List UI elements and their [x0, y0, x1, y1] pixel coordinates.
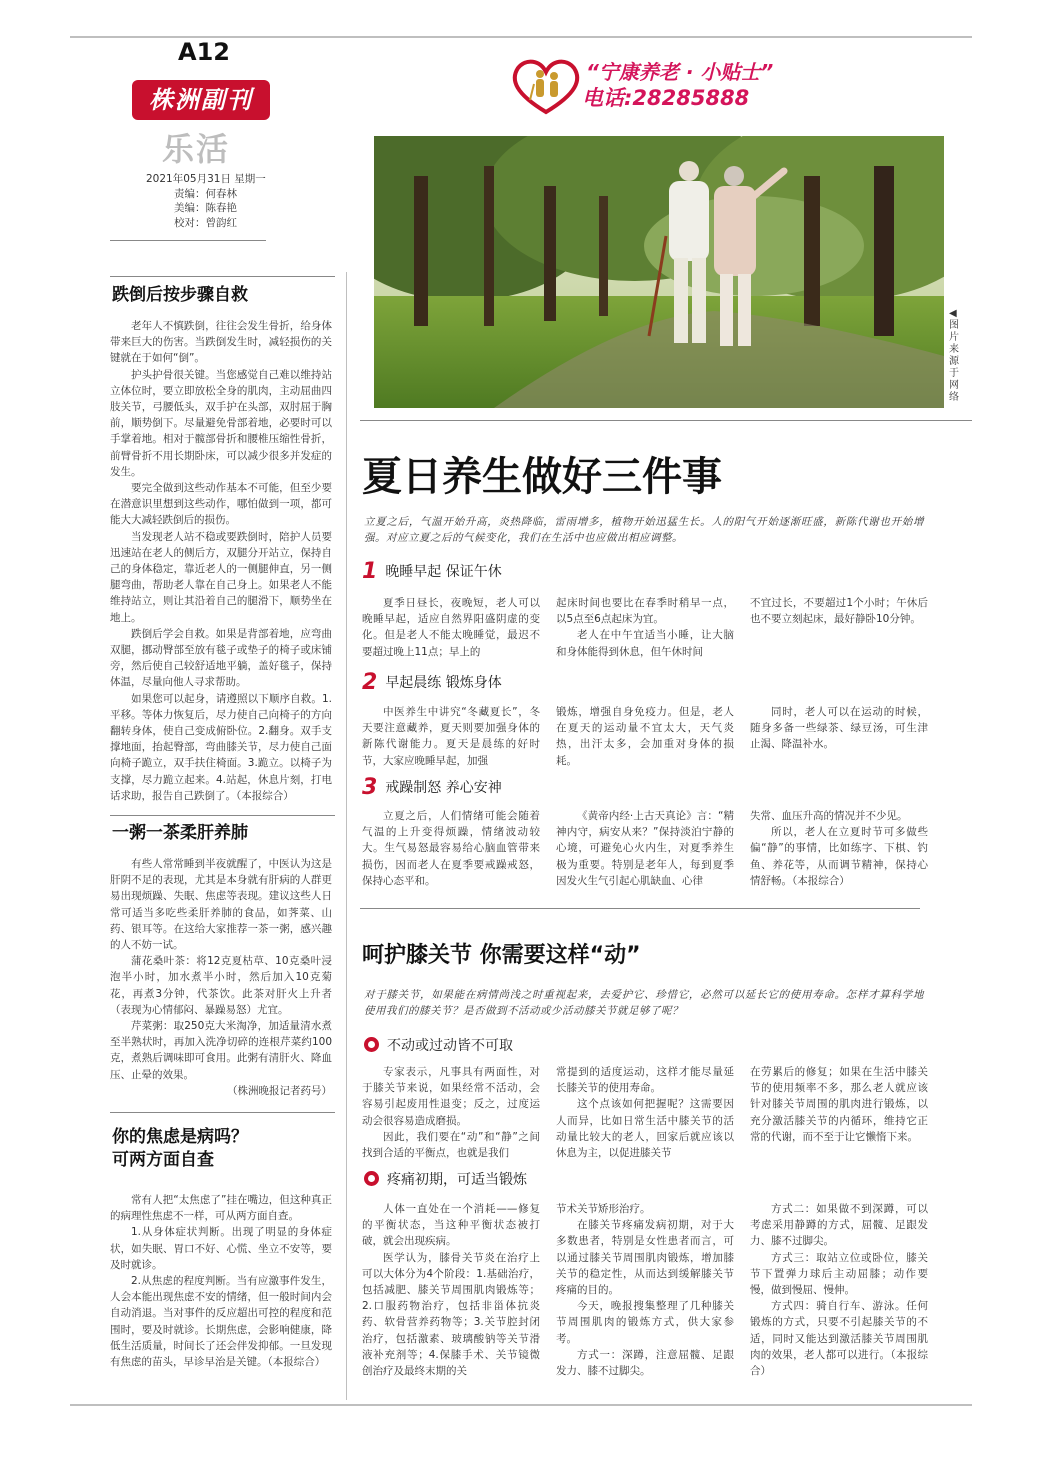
article2-s2-col2 [556, 1201, 734, 1379]
sidebar-a2-paragraph: 有些人常常睡到半夜就醒了，中医认为这是肝阴不足的表现，尤其是本身就有肝病的人群更易出现烦躁、失眠、焦虑等表现。建议这些人日常可适当多吃些柔肝养肺的食品，如荠菜、山药、银耳等。在这给大家推荐一茶一粥，感兴趣的人不妨一试。 [110, 858, 332, 952]
article1-lead: 立夏之后，气温开始升高，炎热降临，雷雨增多，植物开始迅猛生长。人的阳气开始逐渐旺盛，新陈代谢也开始增强。对应立夏之后的气候变化，我们在生活中也应做出相应调整。 [364, 516, 924, 544]
red-ring-bullet-icon [364, 1171, 379, 1186]
sidebar-a1-paragraph: 护头护骨很关键。当您感觉自己难以维持站立体位时，要立即放松全身的肌肉，主动屈曲四肢关节，弓腰低头，双手护在头部，双肘屈于胸前，顺势倒下。尽量避免骨部着地，必要时可以手掌着地。相对于髋部骨折和腰椎压缩性骨折，前臂骨折不用长期卧床，可以减少很多并发症的发生。 [110, 368, 332, 478]
article2-s2-col1-text: 人体一直处在一个消耗——修复的平衡状态，当这种平衡状态被打破，就会出现疾病。 [362, 1203, 540, 1248]
article1-s1-col3-text: 不宜过长，不要超过1个小时；午休后也不要立刻起床，最好静卧10分钟。 [750, 597, 928, 626]
editor-credit: 责编：何春林 [174, 187, 237, 200]
article2-sub1 [364, 1036, 513, 1056]
article2-s1-col3 [750, 1064, 928, 1145]
designer-credit: 美编：陈春艳 [174, 202, 237, 214]
sidebar-a1-title: 跌倒后按步骤自救 [112, 285, 248, 305]
article1-s3-col1 [362, 808, 540, 889]
sidebar-a3-paragraph: 1.从身体症状判断。出现了明显的身体症状，如失眠、胃口不好、心慌、坐立不安等，要及时就诊。 [110, 1226, 332, 1271]
article1-s3-col2-text: 《黄帝内经·上古天真论》言：“精神内守，病安从来？”保持淡泊宁静的心境，可避免心火内生，对夏季养生极为重要。特别是老年人，每到夏季因发火生气引起心肌缺血、心律 [556, 810, 734, 887]
sidebar-a2-credit: （株洲晚报记者药号） [227, 1084, 332, 1097]
article1-s3-col3-text: 失常、血压升高的情况并不少见。 [750, 810, 908, 822]
sidebar-a2-title: 一粥一茶柔肝养肺 [112, 823, 248, 843]
article2-headline: 呵护膝关节 你需要这样“动” [362, 943, 641, 968]
article2-s1-col3-text: 在劳累后的修复；如果在生活中膝关节的使用频率不多，那么老人就应该针对膝关节周围的肌肉进行锻炼，以充分激活膝关节的内循环，维持它正常的代谢，而不至于让它懒惰下来。 [750, 1066, 928, 1143]
article1-s2-col2 [556, 704, 734, 769]
heart-elderly-couple-icon [508, 54, 584, 116]
article2-s1-col2 [556, 1064, 734, 1161]
elderly-couple-park-photo [374, 136, 944, 408]
article1-sub1 [362, 559, 502, 584]
article2-s2-col2-text: 今天，晚报搜集整理了几种膝关节周围肌肉的锻炼方式，供大家参考。 [556, 1300, 734, 1345]
article2-s1-col1-text: 因此，我们要在“动”和“静”之间找到合适的平衡点，也就是我们 [362, 1130, 540, 1160]
article-divider [360, 908, 920, 909]
article2-s2-col1 [362, 1201, 540, 1379]
photo-underline [360, 420, 972, 421]
article1-sub3-title: 戒躁制怒 养心安神 [385, 780, 502, 796]
article2-s2-col3 [750, 1201, 928, 1379]
section-number-2: 2 [362, 670, 378, 695]
bottom-rule [70, 1404, 972, 1406]
banner-title: “宁康养老 · 小贴士” [586, 60, 774, 84]
article2-s2-col3-text: 方式二：如果做不到深蹲，可以考虑采用静蹲的方式，屈髋、足跟发力、膝不过脚尖。 [750, 1203, 928, 1248]
sidebar-a3-title-line: 可两方面自查 [112, 1150, 214, 1170]
park-scene-illustration [374, 136, 944, 408]
article1-s2-col3 [750, 704, 928, 753]
article1-s1-col2 [556, 595, 734, 660]
article2-s2-col1-text: 医学认为，膝骨关节炎在治疗上可以大体分为4个阶段：1.基础治疗，包括减肥、膝关节周围肌肉锻炼等；2.口服药物治疗，包括非甾体抗炎药、软骨营养药物等；3.关节腔封闭治疗，包括激素、玻璃酸钠等关节滑液补充剂等；4.保膝手术、关节镜微创治疗及最终末期的关 [362, 1251, 540, 1378]
article1-s2-col2-text: 锻炼，增强自身免疫力。但是，老人在夏天的运动量不宜太大，天气炎热，出汗太多，会加重对身体的损耗。 [556, 706, 734, 767]
article1-s2-col1-text: 中医养生中讲究“冬藏夏长”，冬天要注意藏养，夏天则要加强身体的新陈代谢能力。夏天是晨练的好时节，大家应晚睡早起，加强 [362, 706, 540, 767]
sidebar-a3-body [110, 1192, 332, 1370]
photo-credit: ◀图片来源于网络 [949, 308, 959, 403]
article2-s1-col2-text: 这个点该如何把握呢？这需要因人而异，比如日常生活中膝关节的活动量比较大的老人，回家后就应该以休息为主，以促进膝关节 [556, 1098, 734, 1160]
sidebar-rule-3 [110, 1112, 335, 1113]
header-underline [110, 240, 266, 241]
sidebar-a1-paragraph: 当发现老人站不稳或要跌倒时，陪护人员要迅速站在老人的侧后方，双腿分开站立，保持自己的身体稳定，靠近老人的一侧腿伸直，另一侧腿弯曲，帮助老人靠在自己身上。如果老人不能维持站立，则让其沿着自己的腿滑下，顺势坐在地上。 [110, 530, 332, 624]
sidebar-a1-body [110, 318, 332, 804]
red-ring-bullet-icon [364, 1037, 379, 1052]
sidebar-rule-1 [110, 276, 335, 277]
article1-headline: 夏日养生做好三件事 [362, 454, 722, 500]
page-number: A12 [178, 38, 230, 66]
article1-sub1-title: 晚睡早起 保证午休 [385, 564, 502, 580]
article1-sub3 [362, 775, 502, 800]
sidebar-a3-paragraph: 常有人把“太焦虑了”挂在嘴边，但这种真正的病理性焦虑不一样，可从两方面自查。 [110, 1194, 332, 1223]
article2-sub2 [364, 1170, 527, 1190]
article1-s2-col3-text: 同时，老人可以在运动的时候，随身多备一些绿茶、绿豆汤，可生津止渴、降温补水。 [750, 706, 928, 751]
sidebar-a2-paragraph: 芹菜粥：取250克大米淘净，加适量清水煮至半熟状时，再加入洗净切碎的连根芹菜约100克，煮熟后调味即可食用。此粥有清肝火、降血压、止晕的效果。 [110, 1020, 332, 1081]
ad-banner [508, 54, 788, 116]
article1-s1-col2-text: 起床时间也要比在春季时稍早一点，以5点至6点起床为宜。 [556, 597, 734, 626]
sidebar-a3-paragraph: 2.从焦虑的程度判断。当有应激事件发生，人会本能出现焦虑不安的情绪，但一般时间内会自动消退。当对事件的反应超出可控的程度和范围时，要及时就诊。长期焦虑，会影响健康，降低生活质量，时间长了还会伴发抑郁。一旦发现有焦虑的苗头，早诊早治是关键。（本报综合） [110, 1275, 332, 1369]
sidebar-rule-2 [110, 815, 335, 816]
article1-sub2-title: 早起晨练 锻炼身体 [385, 675, 502, 691]
section-number-3: 3 [362, 775, 378, 800]
article2-s2-col3-text: 方式三：取站立位或卧位，膝关节下置弹力球后主动屈膝；动作要慢，做到慢屈、慢伸。 [750, 1251, 928, 1297]
sidebar-a3-title-line: 你的焦虑是病吗？ [112, 1127, 248, 1147]
masthead-logo: 株洲副刊 [132, 80, 270, 120]
article1-s1-col1-text: 夏季日昼长，夜晚短，老人可以晚睡早起，适应自然界阳盛阴虚的变化。但是老人不能太晚睡觉，最迟不要超过晚上11点；早上的 [362, 597, 540, 658]
article2-s1-col2-text: 常提到的适度运动，这样才能尽量延长膝关节的使用寿命。 [556, 1066, 734, 1095]
sidebar-a3-title [112, 1126, 248, 1172]
column-divider [346, 272, 347, 1400]
article1-s1-col2-text: 老人在中午宜适当小睡，让大脑和身体能得到休息，但午休时间 [556, 629, 734, 658]
article2-s2-col2-text: 方式一：深蹲，注意屈髋、足跟发力、膝不过脚尖。 [556, 1348, 734, 1378]
article1-s2-col1 [362, 704, 540, 769]
article1-sub2 [362, 670, 502, 695]
section-title: 乐活 [162, 130, 231, 168]
article2-s2-col3-text: 方式四：骑自行车、游泳。任何锻炼的方式，只要不引起膝关节的不适，同时又能达到激活膝关节周围肌肉的效果，老人都可以进行。（本报综合） [750, 1300, 928, 1378]
article1-s3-col2 [556, 808, 734, 889]
article1-s1-col1 [362, 595, 540, 660]
banner-phone: 电话:28285888 [582, 86, 750, 110]
article2-lead: 对于膝关节，如果能在病情尚浅之时重视起来，去爱护它、珍惜它，必然可以延长它的使用寿命。怎样才算科学地使用我们的膝关节？是否做到不活动或少活动膝关节就足够了呢？ [364, 989, 924, 1017]
article1-s3-col3 [750, 808, 928, 889]
sidebar-a1-paragraph: 跌倒后学会自救。如果是背部着地，应弯曲双腿，挪动臀部至放有毯子或垫子的椅子或床铺旁，然后使自己较舒适地平躺，盖好毯子，保持体温，尽量向他人寻求帮助。 [110, 627, 332, 689]
section-number-1: 1 [362, 559, 378, 584]
sidebar-a1-paragraph: 要完全做到这些动作基本不可能，但至少要在潜意识里想到这些动作，哪怕做到一项，都可能大大减轻跌倒后的损伤。 [110, 482, 332, 527]
sidebar-a2-body [110, 856, 332, 1099]
issue-date: 2021年05月31日 星期一 [146, 173, 266, 185]
edition-info [146, 172, 266, 230]
article1-s1-col3 [750, 595, 928, 627]
article2-s1-col1 [362, 1064, 540, 1161]
article1-s3-col3-text: 所以，老人在立夏时节可多做些偏“静”的事情，比如练字、下棋、钓鱼、养花等，从而调节精神，保持心情舒畅。（本报综合） [750, 826, 928, 887]
proofreader-credit: 校对：曾韵红 [174, 216, 237, 229]
sidebar-a2-paragraph: 蒲花桑叶茶：将12克夏枯草、10克桑叶浸泡半小时，加水煮半小时，然后加入10克菊花，再煮3分钟，代茶饮。此茶对肝火上升者（表现为心情郁闷、暴躁易怒）尤宜。 [110, 955, 332, 1016]
article2-s2-col2-text: 在膝关节疼痛发病初期，对于大多数患者，特别是女性患者而言，可以通过膝关节周围肌肉锻炼，增加膝关节的稳定性，从而达到缓解膝关节疼痛的目的。 [556, 1219, 734, 1297]
article2-sub1-title: 不动或过动皆不可取 [387, 1038, 513, 1054]
sidebar-a1-paragraph: 老年人不慎跌倒，往往会发生骨折，给身体带来巨大的伤害。当跌倒发生时，减轻损伤的关键就在于如何“倒”。 [110, 320, 332, 365]
sidebar-a1-paragraph: 如果您可以起身，请遵照以下顺序自救。1.平移。等体力恢复后，尽力使自己向椅子的方向翻转身体，使自己变成俯卧位。2.翻身。双手支撑地面，抬起臀部，弯曲膝关节，尽力使自己面向椅子跪立，双手扶住椅面。3.跪立。以椅子为支撑，尽力跪立起来。4.站起，休息片刻，打电话求助，报告自己跌倒了。（本报综合） [110, 692, 332, 802]
article2-sub2-title: 疼痛初期，可适当锻炼 [387, 1172, 527, 1188]
article2-s2-col2-text: 节术关节矫形治疗。 [556, 1203, 651, 1215]
article1-s3-col1-text: 立夏之后，人们情绪可能会随着气温的上升变得烦躁，情绪波动较大。生气易怒最容易给心脑血管带来损伤，因而老人在夏季要戒躁戒怒，保持心态平和。 [362, 810, 540, 887]
article2-s1-col1-text: 专家表示，凡事具有两面性，对于膝关节来说，如果经常不活动，会容易引起废用性退变；反之，过度运动会很容易造成磨损。 [362, 1066, 540, 1127]
